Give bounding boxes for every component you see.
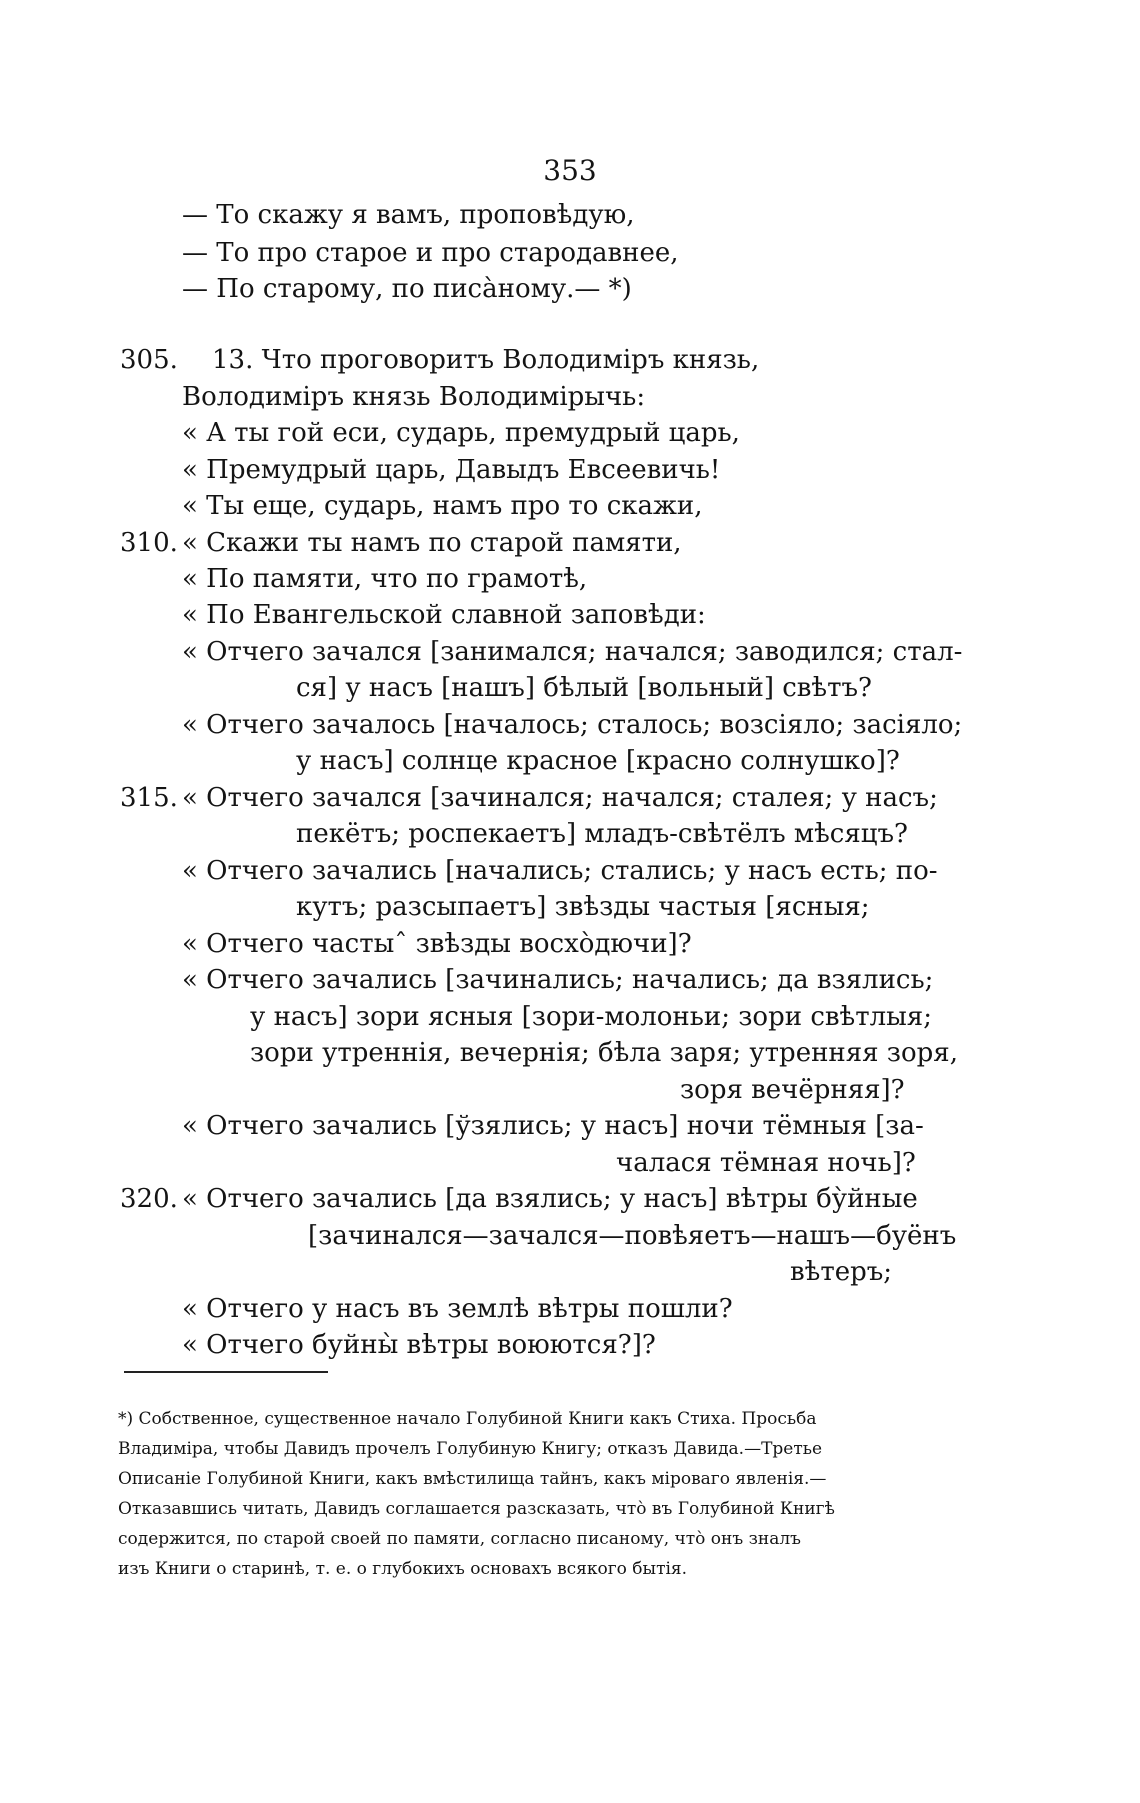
verse-line: « Отчего зачался [зачинался; начался; сталея; у насъ; <box>182 783 938 813</box>
footnote-line: Отказавшись читать, Давидъ соглашается разсказать, что̀ въ Голубиной Книгѣ <box>118 1499 835 1519</box>
verse-line: ся] у насъ [нашъ] бѣлый [вольный] свѣтъ? <box>296 673 872 703</box>
verse-line: кутъ; разсыпаетъ] звѣзды частыя [ясныя; <box>296 892 870 922</box>
verse-line: — По старому, по писа̀ному.— *) <box>182 274 632 304</box>
footnote-divider <box>124 1371 328 1373</box>
verse-line: « Отчего зачалось [началось; сталось; возсіяло; засіяло; <box>182 710 963 740</box>
footnote-line: содержится, по старой своей по памяти, согласно писаному, что̀ онъ зналъ <box>118 1529 801 1549</box>
line-number: 320. <box>120 1184 178 1214</box>
footnote-line: *) Собственное, существенное начало Голубиной Книги какъ Стиха. Просьба <box>118 1409 817 1429</box>
verse-line: 13. Что проговоритъ Володиміръ князь, <box>212 345 760 375</box>
verse-line: [зачинался—зачался—повѣяетъ—нашъ—буёнъ <box>308 1221 957 1251</box>
verse-line: « Отчего частыˆ звѣзды восхо̀дючи]? <box>182 929 692 959</box>
verse-line: « Премудрый царь, Давыдъ Евсеевичь! <box>182 455 721 485</box>
line-number: 315. <box>120 783 178 813</box>
verse-line: вѣтеръ; <box>790 1257 893 1287</box>
footnote-line: изъ Книги о старинѣ, т. е. о глубокихъ основахъ всякого бытія. <box>118 1559 688 1579</box>
verse-line: « Ты еще, сударь, намъ про то скажи, <box>182 491 703 521</box>
verse-line: у насъ] солнце красное [красно солнушко]? <box>296 746 900 776</box>
verse-line: чалася тёмная ночь]? <box>616 1148 916 1178</box>
verse-line: пекётъ; роспекаетъ] младъ-свѣтёлъ мѣсяцъ? <box>296 819 908 849</box>
verse-line: « Скажи ты намъ по старой памяти, <box>182 528 682 558</box>
verse-line: « Отчего буйны̀ вѣтры воюются?]? <box>182 1330 656 1360</box>
verse-line: зори утреннія, вечернія; бѣла заря; утренняя зоря, <box>250 1038 958 1068</box>
verse-line: зоря вечёрняя]? <box>680 1075 905 1105</box>
verse-line: « Отчего у насъ въ землѣ вѣтры пошли? <box>182 1294 733 1324</box>
line-number: 310. <box>120 528 178 558</box>
verse-line: « По памяти, что по грамотѣ, <box>182 564 588 594</box>
verse-line: « Отчего зачались [ўзялись; у насъ] ночи тёмныя [за- <box>182 1111 924 1141</box>
verse-line: « По Евангельской славной заповѣди: <box>182 600 706 630</box>
verse-line: « Отчего зачались [начались; стались; у насъ есть; по- <box>182 856 938 886</box>
footnote-line: Описаніе Голубиной Книги, какъ вмѣстилища тайнъ, какъ міроваго явленія.— <box>118 1469 827 1489</box>
verse-line: Володиміръ князь Володимірычь: <box>182 382 646 412</box>
line-number: 305. <box>120 345 178 375</box>
verse-line: — То скажу я вамъ, проповѣдую, <box>182 200 635 230</box>
verse-line: — То про старое и про стародавнее, <box>182 238 679 268</box>
footnote-line: Владиміра, чтобы Давидъ прочелъ Голубиную Книгу; отказъ Давида.—Третье <box>118 1439 823 1459</box>
verse-line: « Отчего зачались [зачинались; начались; да взялись; <box>182 965 934 995</box>
verse-line: у насъ] зори ясныя [зори-молоньи; зори свѣтлыя; <box>250 1002 932 1032</box>
verse-line: « Отчего зачались [да взялись; у насъ] вѣтры бу̀йные <box>182 1184 918 1214</box>
verse-line: « А ты гой еси, сударь, премудрый царь, <box>182 418 740 448</box>
verse-line: « Отчего зачался [занимался; начался; заводился; стал- <box>182 637 963 667</box>
page-number: 353 <box>543 154 597 187</box>
